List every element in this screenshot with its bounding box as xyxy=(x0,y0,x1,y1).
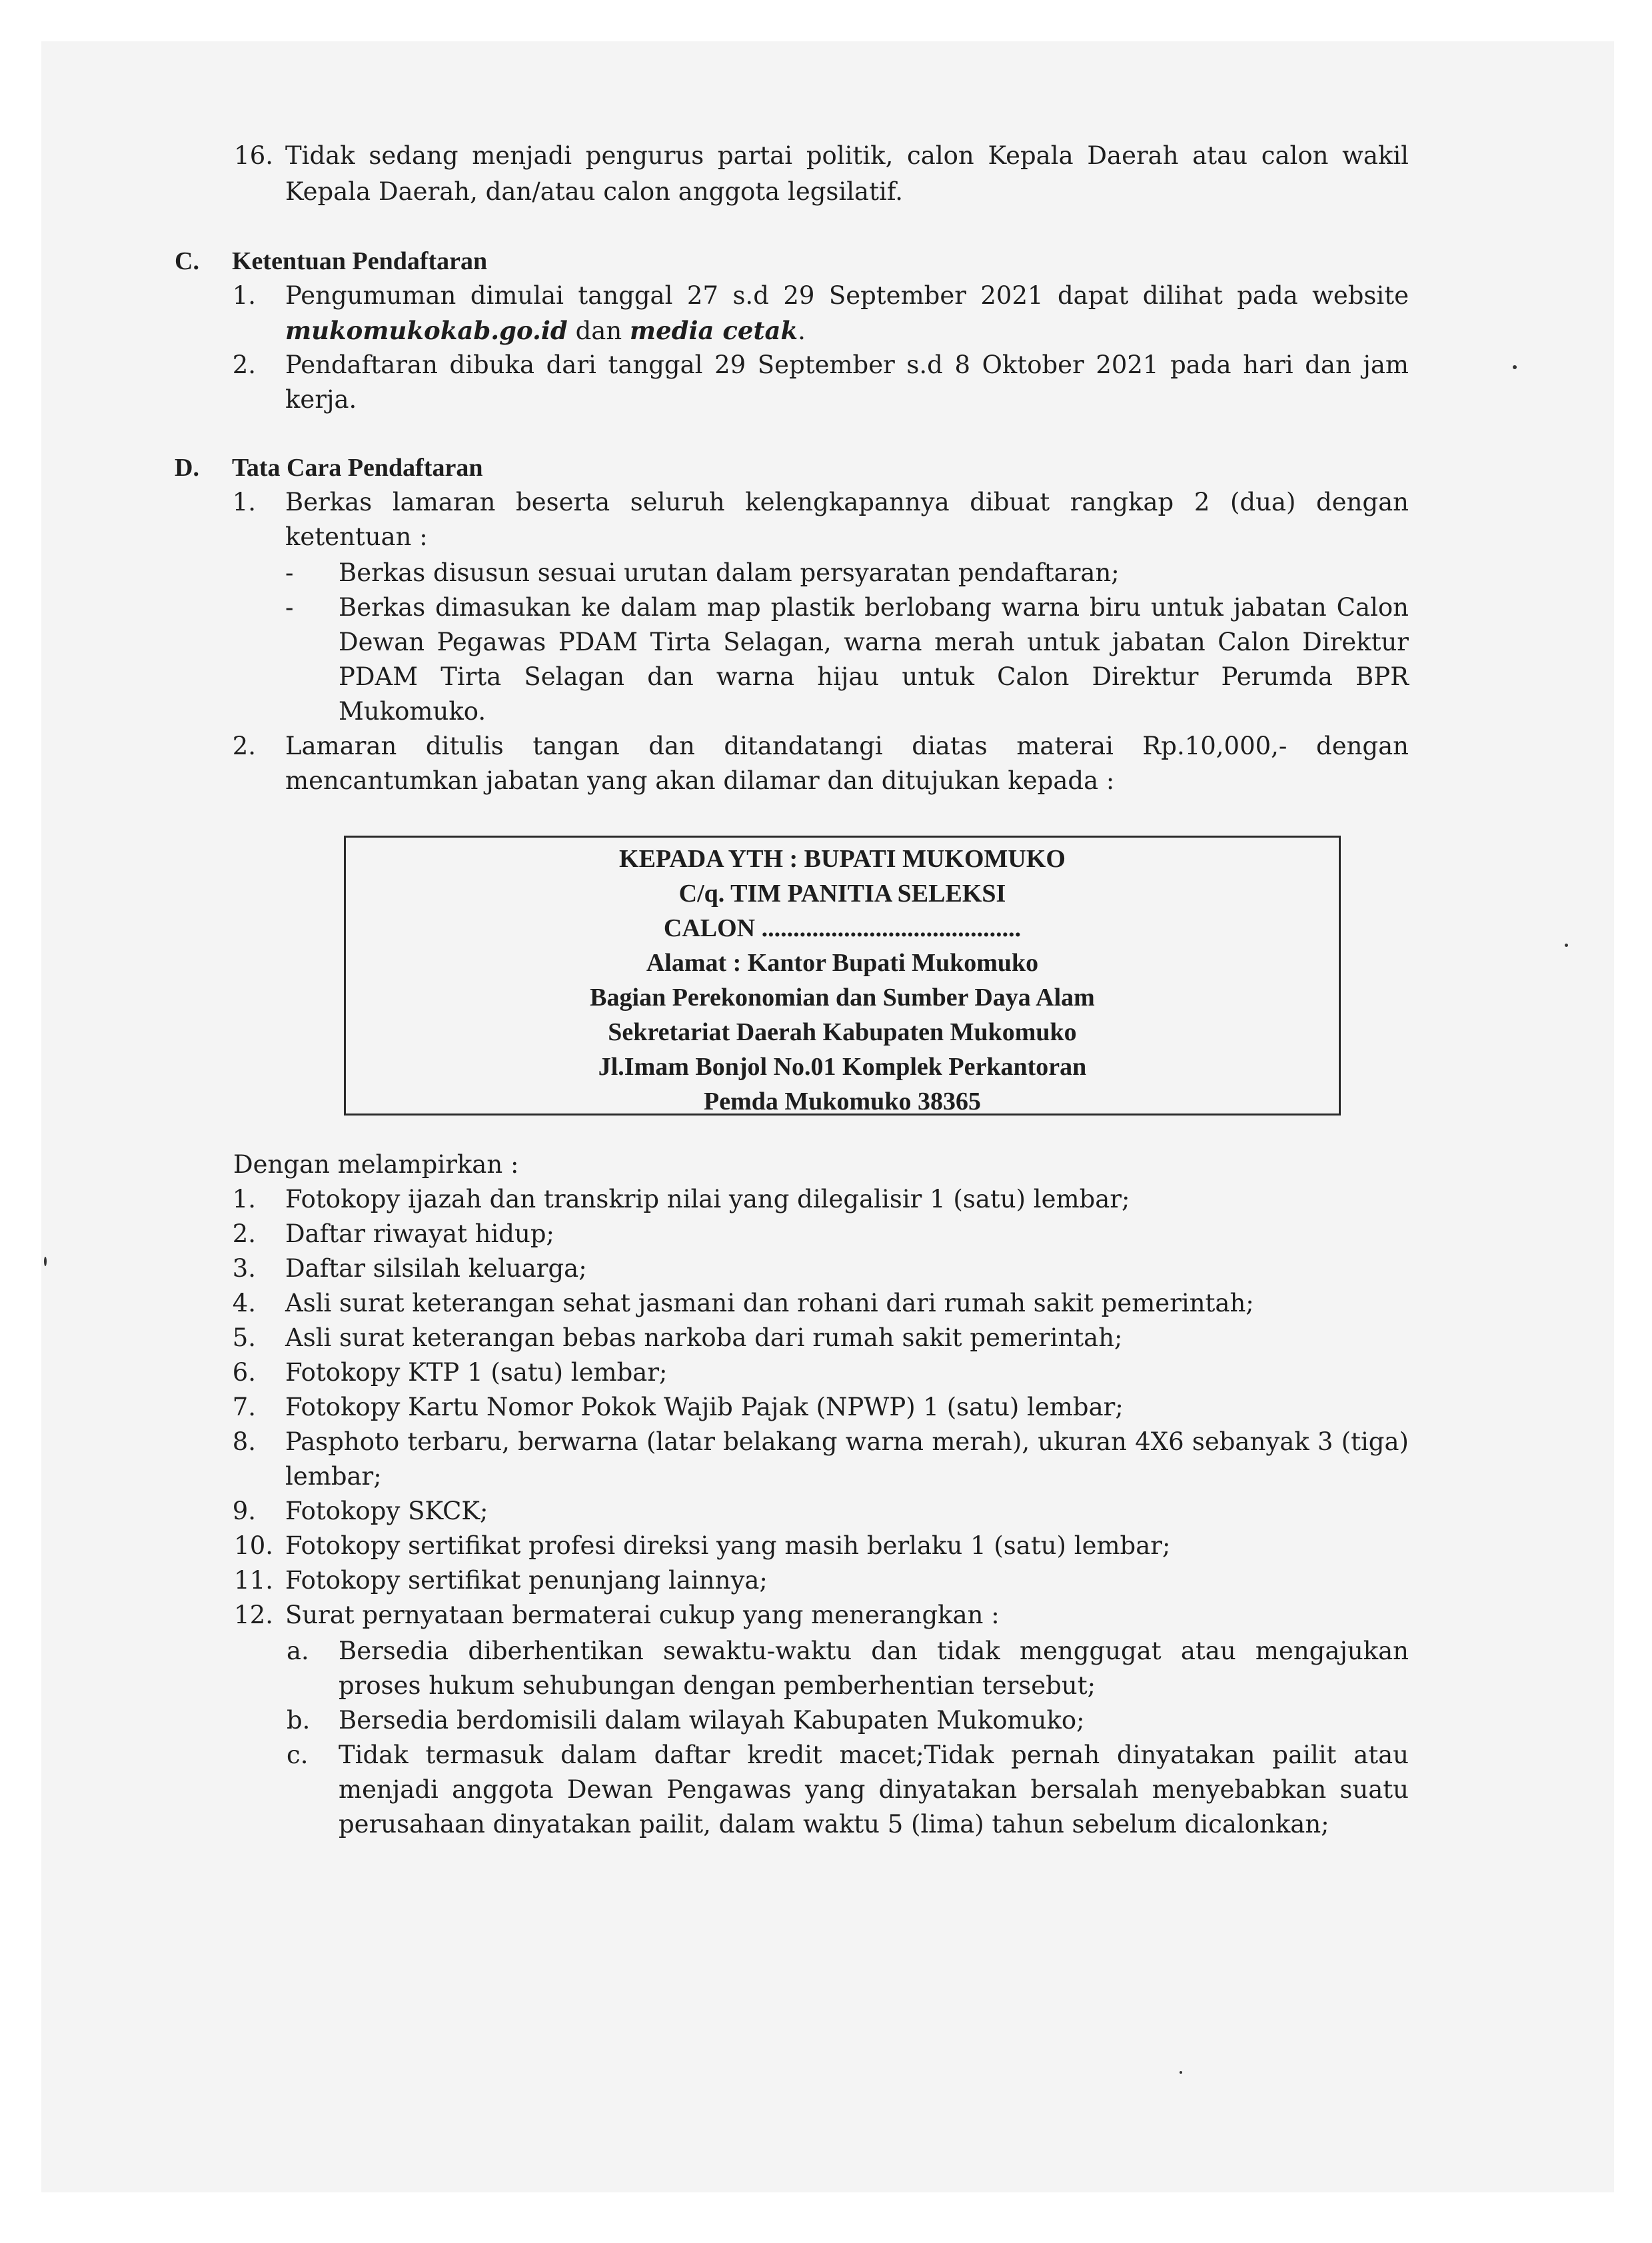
attachment-9-number: 9. xyxy=(232,1497,256,1525)
section-d-item2-line1: Lamaran ditulis tangan dan ditandatangi diatas materai Rp.10,000,- dengan xyxy=(285,732,1409,760)
section-d-item2-number: 2. xyxy=(232,732,256,760)
attachment-5-number: 5. xyxy=(232,1323,256,1352)
address-line-7: Jl.Imam Bonjol No.01 Komplek Perkantoran xyxy=(598,1053,1087,1081)
sub-item-2-line2: Dewan Pegawas PDAM Tirta Selagan, warna merah untuk jabatan Calon Direktur xyxy=(339,628,1409,656)
media-text: media cetak xyxy=(629,316,798,345)
section-c-title: Ketentuan Pendaftaran xyxy=(232,247,488,275)
attachment-4-text: Asli surat keterangan sehat jasmani dan rohani dari rumah sakit pemerintah; xyxy=(285,1289,1254,1317)
attachment-8-number: 8. xyxy=(232,1427,256,1456)
attachment-2-text: Daftar riwayat hidup; xyxy=(285,1219,554,1248)
address-line-4: Alamat : Kantor Bupati Mukomuko xyxy=(646,949,1039,977)
item-16-number: 16. xyxy=(234,141,273,170)
statement-a-letter: a. xyxy=(287,1637,309,1665)
statement-b-letter: b. xyxy=(287,1706,311,1735)
attachment-10-number: 10. xyxy=(234,1531,273,1560)
sub-item-2-line4: Mukomuko. xyxy=(339,697,486,726)
attachment-12-number: 12. xyxy=(234,1601,273,1629)
section-d-item1-number: 1. xyxy=(232,488,256,516)
attachment-11-text: Fotokopy sertifikat penunjang lainnya; xyxy=(285,1566,768,1595)
section-c-letter: C. xyxy=(175,247,199,275)
attachment-4-number: 4. xyxy=(232,1289,256,1317)
attachment-8-line2: lembar; xyxy=(285,1462,382,1491)
website-name: mukomukokab.go.id xyxy=(285,316,568,345)
statement-c-line3: perusahaan dinyatakan pailit, dalam waktu 5 (lima) tahun sebelum dicalonkan; xyxy=(339,1810,1329,1839)
section-c-item2-number: 2. xyxy=(232,351,256,379)
statement-c-line2: menjadi anggota Dewan Pengawas yang dinyatakan bersalah menyebabkan suatu xyxy=(339,1775,1409,1804)
section-c-item2-line2: kerja. xyxy=(285,385,357,414)
statement-c-letter: c. xyxy=(287,1741,309,1769)
section-d-item1-line1: Berkas lamaran beserta seluruh kelengkapannya dibuat rangkap 2 (dua) dengan xyxy=(285,488,1409,516)
scan-speck xyxy=(44,1257,47,1266)
statement-c-line1: Tidak termasuk dalam daftar kredit macet;Tidak pernah dinyatakan pailit atau xyxy=(339,1741,1409,1769)
section-c-item2-line1: Pendaftaran dibuka dari tanggal 29 September s.d 8 Oktober 2021 pada hari dan jam xyxy=(285,351,1409,379)
section-c-item1-number: 1. xyxy=(232,281,256,310)
address-line-8: Pemda Mukomuko 38365 xyxy=(704,1088,981,1116)
attachment-3-text: Daftar silsilah keluarga; xyxy=(285,1254,587,1283)
statement-a-line2: proses hukum sehubungan dengan pemberhentian tersebut; xyxy=(339,1671,1096,1700)
attachment-8-line1: Pasphoto terbaru, berwarna (latar belakang warna merah), ukuran 4X6 sebanyak 3 (tiga) xyxy=(285,1427,1409,1456)
section-d-title: Tata Cara Pendaftaran xyxy=(232,454,483,482)
attachments-intro: Dengan melampirkan : xyxy=(233,1150,519,1179)
attachment-3-number: 3. xyxy=(232,1254,256,1283)
sub-dash-1: - xyxy=(285,558,294,587)
item-16-line1: Tidak sedang menjadi pengurus partai politik, calon Kepala Daerah atau calon wakil xyxy=(285,141,1409,170)
section-d-item1-line2: ketentuan : xyxy=(285,522,428,551)
connector-text: dan xyxy=(575,317,622,345)
attachment-2-number: 2. xyxy=(232,1219,256,1248)
attachment-7-number: 7. xyxy=(232,1393,256,1421)
attachment-9-text: Fotokopy SKCK; xyxy=(285,1497,488,1525)
attachment-10-text: Fotokopy sertifikat profesi direksi yang masih berlaku 1 (satu) lembar; xyxy=(285,1531,1171,1560)
address-line-6: Sekretariat Daerah Kabupaten Mukomuko xyxy=(608,1018,1077,1046)
attachment-1-number: 1. xyxy=(232,1185,256,1213)
address-line-5: Bagian Perekonomian dan Sumber Daya Alam xyxy=(590,984,1095,1012)
attachment-6-text: Fotokopy KTP 1 (satu) lembar; xyxy=(285,1358,668,1387)
item-16-line2: Kepala Daerah, dan/atau calon anggota legsilatif. xyxy=(285,177,903,206)
address-line-2: C/q. TIM PANITIA SELEKSI xyxy=(678,880,1006,908)
section-d-item2-line2: mencantumkan jabatan yang akan dilamar dan ditujukan kepada : xyxy=(285,766,1115,795)
sub-item-1: Berkas disusun sesuai urutan dalam persyaratan pendaftaran; xyxy=(339,558,1120,587)
address-line-1: KEPADA YTH : BUPATI MUKOMUKO xyxy=(619,845,1066,873)
sub-dash-2: - xyxy=(285,593,294,622)
line-end: . xyxy=(798,317,806,345)
statement-a-line1: Bersedia diberhentikan sewaktu-waktu dan tidak menggugat atau mengajukan xyxy=(339,1637,1409,1665)
scan-speck xyxy=(1180,2071,1182,2074)
section-c-item1-line2 xyxy=(285,313,806,349)
attachment-1-text: Fotokopy ijazah dan transkrip nilai yang dilegalisir 1 (satu) lembar; xyxy=(285,1185,1130,1213)
scan-speck xyxy=(1513,365,1517,369)
attachment-5-text: Asli surat keterangan bebas narkoba dari rumah sakit pemerintah; xyxy=(285,1323,1123,1352)
statement-b-line1: Bersedia berdomisili dalam wilayah Kabupaten Mukomuko; xyxy=(339,1706,1085,1735)
section-c-item1-line1: Pengumuman dimulai tanggal 27 s.d 29 September 2021 dapat dilihat pada website xyxy=(285,281,1409,310)
section-d-letter: D. xyxy=(175,454,199,482)
address-line-3: CALON ......................................... xyxy=(663,914,1022,942)
attachment-11-number: 11. xyxy=(234,1566,273,1595)
attachment-6-number: 6. xyxy=(232,1358,256,1387)
scan-speck xyxy=(1565,944,1568,947)
sub-item-2-line1: Berkas dimasukan ke dalam map plastik berlobang warna biru untuk jabatan Calon xyxy=(339,593,1409,622)
attachment-12-text: Surat pernyataan bermaterai cukup yang menerangkan : xyxy=(285,1601,1000,1629)
attachment-7-text: Fotokopy Kartu Nomor Pokok Wajib Pajak (NPWP) 1 (satu) lembar; xyxy=(285,1393,1124,1421)
address-box xyxy=(344,836,1341,1116)
sub-item-2-line3: PDAM Tirta Selagan dan warna hijau untuk Calon Direktur Perumda BPR xyxy=(339,662,1409,691)
